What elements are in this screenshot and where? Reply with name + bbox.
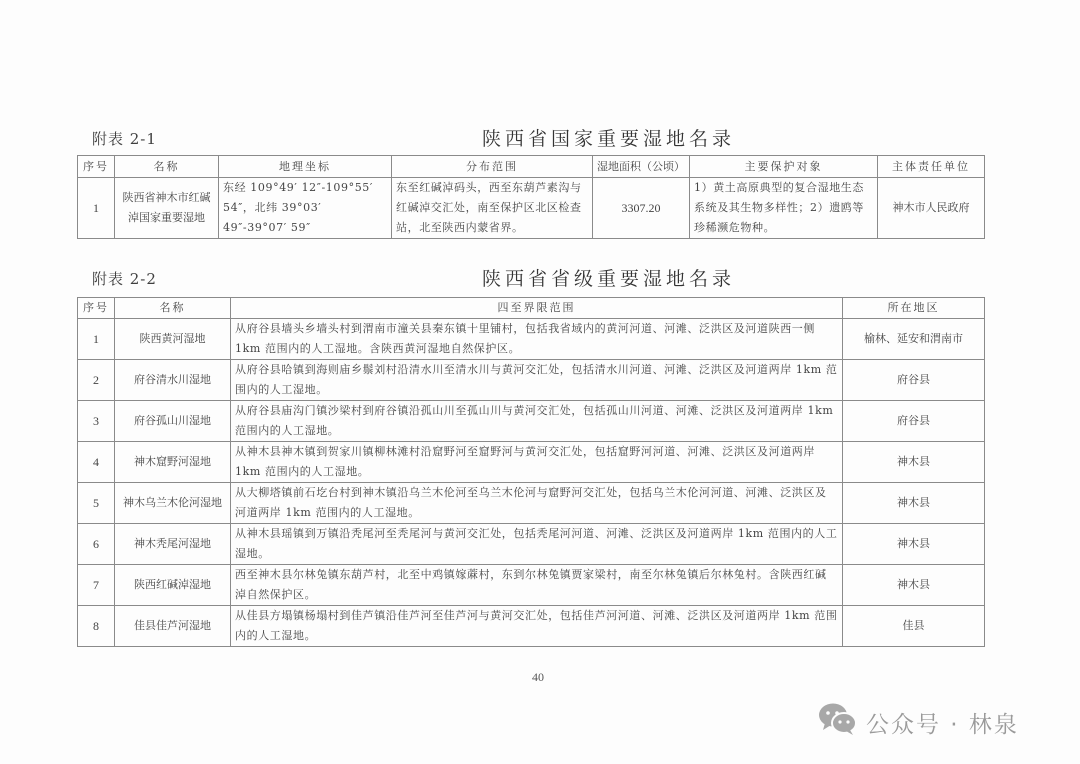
cell-area: 3307.20 [593, 178, 690, 239]
cell-range: 从神木县瑶镇到万镇沿秃尾河至秃尾河与黄河交汇处，包括秃尾河河道、河滩、泛洪区及河道两岸 1km 范围内的人工湿地。 [231, 524, 843, 565]
table-row [78, 360, 985, 401]
table2-provincial-wetlands [77, 297, 985, 647]
table1-header-row [78, 156, 985, 178]
cell-range: 从府谷县墙头乡墙头村到渭南市潼关县秦东镇十里铺村，包括我省域内的黄河河道、河滩、泛洪区及河道陕西一侧 1km 范围内的人工湿地。含陕西黄河湿地自然保护区。 [231, 319, 843, 360]
cell-unit: 神木市人民政府 [878, 178, 985, 239]
header-protect: 主要保护对象 [690, 156, 878, 178]
cell-name: 陕西黄河湿地 [115, 319, 231, 360]
cell-range: 从佳县方塌镇杨塌村到佳芦镇沿佳芦河至佳芦河与黄河交汇处，包括佳芦河河道、河滩、泛洪区及河道两岸 1km 范围内的人工湿地。 [231, 606, 843, 647]
cell-no: 3 [78, 401, 115, 442]
header-coords: 地理坐标 [219, 156, 392, 178]
cell-region: 神木县 [843, 565, 985, 606]
cell-range: 从神木县神木镇到贺家川镇柳林滩村沿窟野河至窟野河与黄河交汇处，包括窟野河河道、河滩、泛洪区及河道两岸 1km 范围内的人工湿地。 [231, 442, 843, 483]
header-unit: 主体责任单位 [878, 156, 985, 178]
cell-coords: 东经 109°49′ 12″-109°55′ 54″，北纬 39°03′ 49″-39°07′ 59″ [219, 178, 392, 239]
cell-region: 府谷县 [843, 401, 985, 442]
table1-national-wetlands [77, 155, 985, 239]
page-number: 40 [532, 670, 544, 684]
table-row [78, 401, 985, 442]
cell-name: 佳县佳芦河湿地 [115, 606, 231, 647]
table-row [78, 606, 985, 647]
cell-region: 府谷县 [843, 360, 985, 401]
cell-name: 府谷孤山川湿地 [115, 401, 231, 442]
watermark [818, 702, 1019, 742]
watermark-text: 公众号 · 林泉 [866, 711, 1019, 738]
cell-no: 1 [78, 319, 115, 360]
cell-region: 神木县 [843, 483, 985, 524]
cell-range: 从大柳塔镇前石圪台村到神木镇沿乌兰木伦河至乌兰木伦河与窟野河交汇处，包括乌兰木伦河河道、河滩、泛洪区及河道两岸 1km 范围内的人工湿地。 [231, 483, 843, 524]
cell-name: 陕西红碱淖湿地 [115, 565, 231, 606]
header-range: 分布范围 [392, 156, 593, 178]
table1-title: 陕西省国家重要湿地名录 [482, 128, 736, 150]
header-region: 所在地区 [843, 298, 985, 319]
cell-region: 佳县 [843, 606, 985, 647]
header-area: 湿地面积（公顷） [593, 156, 690, 178]
table-row [78, 565, 985, 606]
table-row [78, 483, 985, 524]
table-row [78, 442, 985, 483]
cell-region: 榆林、延安和渭南市 [843, 319, 985, 360]
cell-no: 2 [78, 360, 115, 401]
table-row [78, 524, 985, 565]
cell-no: 6 [78, 524, 115, 565]
cell-no: 7 [78, 565, 115, 606]
table1-caption: 附表 2-1 [92, 130, 157, 148]
cell-name: 神木窟野河湿地 [115, 442, 231, 483]
cell-name: 神木秃尾河湿地 [115, 524, 231, 565]
cell-range: 西至神木县尔林兔镇东葫芦村，北至中鸡镇嫁蔴村，东到尔林兔镇贾家梁村，南至尔林兔镇后尔林兔村。含陕西红碱淖自然保护区。 [231, 565, 843, 606]
cell-no: 1 [78, 178, 115, 239]
cell-name: 神木乌兰木伦河湿地 [115, 483, 231, 524]
table2-caption: 附表 2-2 [92, 270, 157, 288]
cell-range: 东至红碱淖码头，西至东葫芦素沟与红碱淖交汇处，南至保护区北区检查站，北至陕西内蒙省界。 [392, 178, 593, 239]
cell-region: 神木县 [843, 442, 985, 483]
header-no: 序号 [78, 298, 115, 319]
cell-name: 府谷清水川湿地 [115, 360, 231, 401]
header-range: 四至界限范围 [231, 298, 843, 319]
table-row [78, 178, 985, 239]
header-name: 名称 [115, 298, 231, 319]
cell-range: 从府谷县哈镇到海则庙乡鬃刘村沿清水川至清水川与黄河交汇处，包括清水川河道、河滩、泛洪区及河道两岸 1km 范围内的人工湿地。 [231, 360, 843, 401]
cell-region: 神木县 [843, 524, 985, 565]
cell-protect: 1）黄土高原典型的复合湿地生态系统及其生物多样性；2）遗鸥等珍稀濒危物种。 [690, 178, 878, 239]
cell-no: 4 [78, 442, 115, 483]
table-row [78, 319, 985, 360]
cell-name: 陕西省神木市红碱淖国家重要湿地 [115, 178, 219, 239]
cell-no: 5 [78, 483, 115, 524]
header-name: 名称 [115, 156, 219, 178]
header-no: 序号 [78, 156, 115, 178]
cell-no: 8 [78, 606, 115, 647]
table2-title: 陕西省省级重要湿地名录 [482, 268, 736, 290]
wechat-icon [818, 702, 858, 742]
table2-header-row [78, 298, 985, 319]
cell-range: 从府谷县庙沟门镇沙梁村到府谷镇沿孤山川至孤山川与黄河交汇处，包括孤山川河道、河滩、泛洪区及河道两岸 1km 范围内的人工湿地。 [231, 401, 843, 442]
